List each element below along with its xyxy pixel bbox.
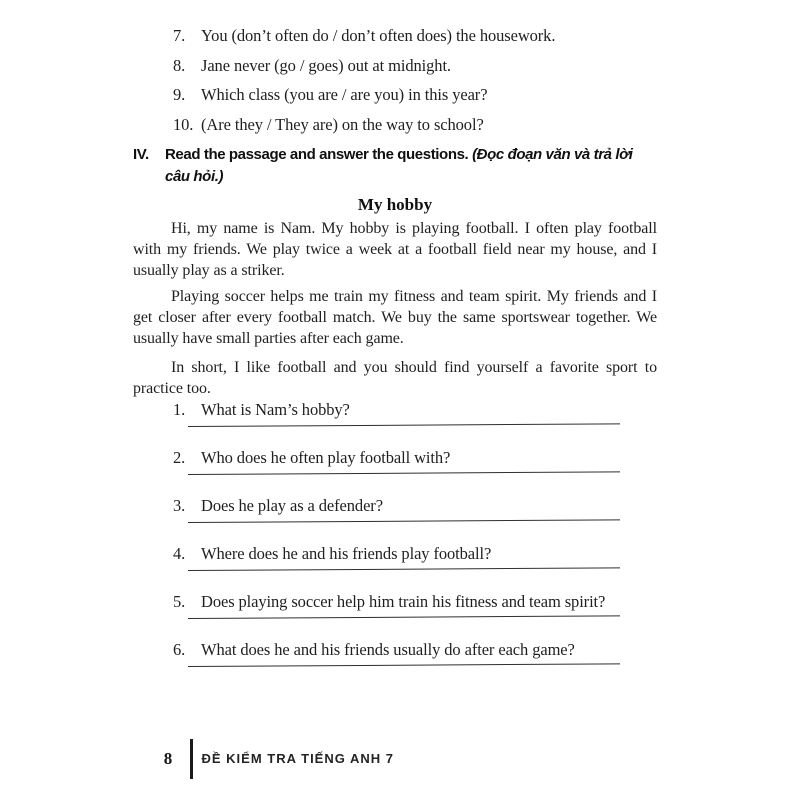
question-block (133, 640, 657, 667)
question-number: 2. (173, 448, 186, 467)
question-number: 4. (173, 544, 186, 563)
answer-line (188, 519, 620, 523)
item-text: Which class (you are / are you) in this year? (201, 85, 488, 104)
question-text: Does he play as a defender? (201, 496, 383, 515)
exercise-item (173, 115, 657, 135)
question-block (133, 400, 657, 427)
question-row (173, 640, 657, 660)
answer-line (188, 567, 620, 571)
answer-line (188, 471, 620, 475)
question-block (133, 592, 657, 619)
passage-paragraph: Hi, my name is Nam. My hobby is playing football. I often play football with my friends. We play twice a week at a football field near my house, and I usually play as a striker. (133, 220, 657, 279)
item-text: (Are they / They are) on the way to school? (201, 114, 484, 134)
instruction-english: Read the passage and answer the questions. (165, 146, 473, 163)
item-number: 10. (173, 114, 194, 134)
question-block (133, 544, 657, 571)
page-number: 8 (163, 749, 173, 768)
item-number: 7. (173, 26, 186, 45)
item-text: You (don’t often do / don’t often does) the housework. (201, 26, 556, 45)
page-footer (155, 739, 394, 779)
question-text: Does playing soccer help him train his fitness and team spirit? (201, 592, 606, 611)
question-block (133, 448, 657, 475)
exercise-item (173, 56, 657, 76)
book-title: ĐỀ KIỂM TRA TIẾNG ANH 7 (201, 750, 394, 766)
section-numeral: IV. (133, 146, 149, 163)
question-number: 5. (173, 592, 186, 611)
footer-divider (190, 739, 193, 779)
section-heading (133, 144, 657, 188)
instruction-vietnamese: (Đọc đoạn văn và trả lời câu hỏi.) (165, 146, 633, 185)
question-text: Who does he often play football with? (201, 448, 451, 467)
question-row (173, 400, 657, 420)
question-block (133, 496, 657, 523)
question-number: 6. (173, 640, 186, 659)
question-row (173, 496, 657, 516)
question-text: Where does he and his friends play football? (201, 544, 492, 563)
passage-paragraph: Playing soccer helps me train my fitness and team spirit. My friends and I get closer after every football match. We buy the same sportswear together. We usually have small parties after each game. (133, 288, 657, 347)
answer-line (188, 615, 620, 619)
question-text: What is Nam’s hobby? (201, 400, 350, 419)
item-number: 9. (173, 85, 186, 104)
passage-paragraph: In short, I like football and you should find yourself a favorite sport to practice too. (133, 359, 657, 397)
passage-title: My hobby (357, 195, 433, 214)
item-number: 8. (173, 55, 186, 75)
question-row (173, 448, 657, 468)
answer-line (188, 423, 620, 427)
exercise-item (173, 85, 657, 105)
exercise-list (133, 26, 657, 135)
exercise-item (173, 26, 657, 46)
section-instruction (165, 144, 657, 188)
questions-list (133, 400, 657, 667)
question-row (173, 592, 657, 612)
question-row (173, 544, 657, 564)
question-number: 1. (173, 400, 186, 419)
question-number: 3. (173, 496, 186, 515)
question-text: What does he and his friends usually do after each game? (201, 640, 575, 659)
answer-line (188, 663, 620, 667)
item-text: Jane never (go / goes) out at midnight. (201, 55, 451, 75)
